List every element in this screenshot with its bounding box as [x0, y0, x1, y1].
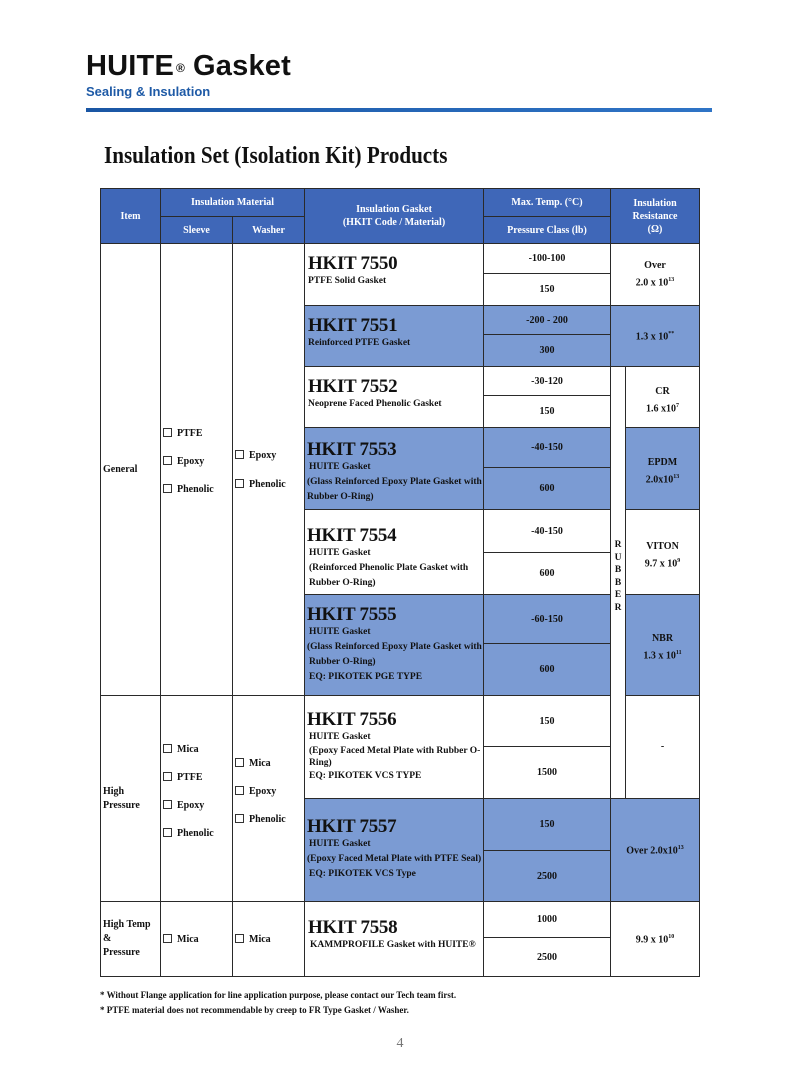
resistance-base: 1.6 x10 [646, 403, 676, 415]
resistance-7551 [610, 305, 700, 367]
checkbox-icon [163, 744, 172, 753]
checkbox-icon [235, 934, 244, 943]
product-desc: (Reinforced Phenolic Plate Gasket with [309, 563, 469, 573]
resistance-epdm [625, 427, 700, 510]
washer-option [235, 450, 276, 461]
resistance-7556: - [625, 695, 700, 799]
page-title: Insulation Set (Isolation Kit) Products [104, 143, 448, 169]
brand-name [86, 50, 291, 82]
sleeve-high-temp [160, 901, 233, 977]
resistance-exp: 13 [677, 845, 684, 852]
sleeve-option [163, 772, 203, 783]
product-desc: PTFE Solid Gasket [308, 276, 387, 286]
product-code: HKIT 7557 [307, 816, 397, 837]
sleeve-option [163, 828, 214, 839]
product-desc: EQ: PIKOTEK PGE TYPE [309, 672, 423, 682]
resistance-7558 [610, 901, 700, 977]
sleeve-label: Mica [177, 744, 199, 755]
rubber-letter: R [614, 540, 622, 550]
checkbox-icon [163, 828, 172, 837]
product-hkit-7557 [304, 798, 484, 902]
sleeve-option [163, 456, 204, 467]
resistance-cr [625, 366, 700, 428]
registered-mark: ® [176, 61, 186, 75]
product-hkit-7555 [304, 594, 484, 696]
rubber-name: CR [655, 386, 670, 397]
resistance-base: 9.9 x 10 [635, 934, 669, 946]
item-high-pressure-line1: High [103, 785, 125, 797]
resistance-exp: 9 [677, 558, 681, 564]
footnotes [100, 988, 456, 1018]
rubber-name: VITON [646, 541, 679, 552]
product-desc: EQ: PIKOTEK VCS TYPE [309, 771, 422, 781]
sleeve-label: Phenolic [177, 828, 214, 839]
footnote: * PTFE material does not recommendable by creep to FR Type Gasket / Washer. [100, 1005, 409, 1015]
sleeve-label: PTFE [177, 428, 203, 439]
rubber-label-cell [610, 366, 626, 799]
product-desc: Rubber O-Ring) [307, 492, 374, 502]
brand-huite: HUITE [86, 50, 174, 82]
resistance-base: 2.0 x 10 [635, 277, 669, 289]
product-hkit-7552 [304, 366, 484, 428]
header-gasket [304, 188, 484, 244]
footnote: * Without Flange application for line application purpose, please contact our Tech team first. [100, 990, 457, 1000]
product-desc: Ring) [309, 758, 332, 768]
temp-7550: -100-100 [483, 243, 611, 274]
washer-option [235, 934, 271, 945]
item-high-temp-pressure [100, 901, 161, 977]
sleeve-label: Epoxy [177, 800, 205, 811]
washer-label: Epoxy [249, 450, 277, 461]
header-resistance [610, 188, 700, 244]
item-high-temp-line1: High Temp & [103, 919, 151, 944]
item-high-pressure [100, 695, 161, 902]
product-hkit-7551 [304, 305, 484, 367]
sleeve-option [163, 934, 199, 945]
product-code: HKIT 7551 [308, 315, 398, 336]
header-insulation-material: Insulation Material [160, 188, 305, 217]
resistance-exp: ** [668, 331, 675, 338]
resistance-value [636, 273, 675, 290]
sleeve-label: Phenolic [177, 484, 214, 495]
product-code: HKIT 7554 [307, 525, 397, 546]
item-general: General [100, 243, 161, 696]
resistance-7550 [610, 243, 700, 306]
sleeve-label: PTFE [177, 772, 203, 783]
product-hkit-7553 [304, 427, 484, 510]
rubber-letter: B [614, 577, 622, 588]
product-desc: Rubber O-Ring) [309, 578, 376, 588]
rubber-letter: U [614, 552, 622, 563]
header-resistance-line3: (Ω) [647, 223, 663, 235]
pressure-7557: 2500 [483, 850, 611, 902]
temp-7555: -60-150 [483, 594, 611, 644]
washer-label: Mica [249, 934, 271, 945]
resistance-exp: 7 [676, 403, 679, 409]
resistance-value [645, 554, 681, 571]
item-high-pressure-line2: Pressure [103, 799, 140, 811]
header-item: Item [100, 188, 161, 244]
sleeve-option [163, 800, 204, 811]
pressure-7553: 600 [483, 467, 611, 510]
resistance-value [646, 399, 679, 416]
header-sleeve: Sleeve [160, 216, 233, 244]
washer-option [235, 786, 276, 797]
rubber-label [612, 539, 624, 614]
product-desc: (Glass Reinforced Epoxy Plate Gasket with [307, 477, 482, 487]
resistance-base: Over 2.0x10 [626, 845, 678, 857]
sleeve-option [163, 428, 203, 439]
resistance-exp: 13 [668, 276, 675, 283]
temp-7557: 150 [483, 798, 611, 851]
product-desc: HUITE Gasket [309, 548, 371, 558]
product-hkit-7556 [304, 695, 484, 799]
checkbox-icon [163, 484, 172, 493]
washer-label: Epoxy [249, 786, 277, 797]
product-code: HKIT 7553 [307, 439, 397, 460]
washer-label: Mica [249, 758, 271, 769]
sleeve-high-pressure [160, 695, 233, 902]
resistance-value [646, 470, 680, 487]
resistance-value [636, 930, 675, 947]
washer-label: Phenolic [249, 479, 286, 490]
rubber-letter: R [614, 602, 622, 613]
product-desc: Neoprene Faced Phenolic Gasket [308, 399, 442, 409]
product-code: HKIT 7552 [308, 376, 398, 397]
temp-7554: -40-150 [483, 509, 611, 553]
sleeve-option [163, 744, 199, 755]
pressure-7552: 150 [483, 395, 611, 428]
rubber-name: EPDM [647, 457, 678, 468]
rubber-letter: E [614, 590, 622, 600]
resistance-base: 9.7 x 10 [644, 558, 678, 570]
header-gasket-line2: (HKIT Code / Material) [342, 217, 446, 228]
temp-7556: 150 [483, 695, 611, 747]
resistance-exp: 11 [675, 650, 682, 656]
product-desc: HUITE Gasket [309, 627, 371, 637]
product-desc: HUITE Gasket [309, 839, 371, 849]
pressure-7556: 1500 [483, 746, 611, 799]
page-number: 4 [396, 1036, 404, 1051]
resistance-value [636, 327, 675, 344]
resistance-exp: 10 [668, 934, 675, 941]
checkbox-icon [163, 934, 172, 943]
resistance-nbr [625, 594, 700, 696]
washer-high-pressure [232, 695, 305, 902]
checkbox-icon [235, 758, 244, 767]
product-desc: (Epoxy Faced Metal Plate with Rubber O- [309, 746, 481, 756]
product-desc: KAMMPROFILE Gasket with HUITE® [310, 940, 476, 950]
resistance-base: 1.3 x 10 [635, 331, 669, 343]
checkbox-icon [163, 800, 172, 809]
product-code: HKIT 7558 [308, 917, 398, 938]
resistance-value [643, 646, 681, 663]
header-gasket-line1: Insulation Gasket [356, 204, 432, 215]
temp-7551: -200 - 200 [483, 305, 611, 335]
washer-general [232, 243, 305, 696]
header-resistance-line2: Resistance [632, 210, 678, 222]
sleeve-option [163, 484, 214, 495]
resistance-over: Over [644, 259, 666, 271]
resistance-base: 2.0x10 [645, 474, 674, 486]
resistance-base: 1.3 x 10 [643, 650, 676, 662]
item-high-temp-line2: Pressure [103, 947, 140, 958]
pressure-7554: 600 [483, 552, 611, 595]
resistance-value [626, 841, 683, 858]
resistance-exp: 13 [673, 474, 680, 480]
product-code: HKIT 7556 [307, 709, 397, 730]
products-table [100, 188, 700, 977]
product-code: HKIT 7550 [308, 253, 398, 274]
brand-tagline: Sealing & Insulation [86, 84, 211, 99]
checkbox-icon [235, 786, 244, 795]
pressure-7551: 300 [483, 334, 611, 367]
checkbox-icon [235, 479, 244, 488]
product-code: HKIT 7555 [307, 604, 397, 625]
header-washer: Washer [232, 216, 305, 244]
pressure-7558: 2500 [483, 937, 611, 977]
resistance-viton [625, 509, 700, 595]
sleeve-general [160, 243, 233, 696]
product-desc: Reinforced PTFE Gasket [308, 338, 411, 348]
product-desc: Rubber O-Ring) [309, 657, 376, 667]
product-hkit-7550 [304, 243, 484, 306]
product-desc: (Epoxy Faced Metal Plate with PTFE Seal) [307, 854, 482, 864]
product-desc: (Glass Reinforced Epoxy Plate Gasket with [307, 642, 482, 652]
washer-option [235, 479, 286, 490]
header-pressure-class: Pressure Class (lb) [483, 216, 611, 244]
pressure-7555: 600 [483, 643, 611, 696]
product-hkit-7558 [304, 901, 484, 977]
header-rule [86, 108, 712, 112]
sleeve-label: Epoxy [177, 456, 205, 467]
brand-gasket: Gasket [193, 50, 291, 82]
checkbox-icon [163, 428, 172, 437]
temp-7553: -40-150 [483, 427, 611, 468]
rubber-letter: B [614, 565, 622, 575]
washer-option [235, 814, 286, 825]
checkbox-icon [163, 456, 172, 465]
washer-option [235, 758, 271, 769]
checkbox-icon [235, 450, 244, 459]
rubber-name: NBR [651, 633, 674, 644]
washer-high-temp [232, 901, 305, 977]
product-desc: HUITE Gasket [309, 462, 371, 472]
checkbox-icon [163, 772, 172, 781]
washer-label: Phenolic [249, 814, 286, 825]
temp-7552: -30-120 [483, 366, 611, 396]
pressure-7550: 150 [483, 273, 611, 306]
header-max-temp: Max. Temp. (°C) [483, 188, 611, 217]
product-desc: EQ: PIKOTEK VCS Type [309, 869, 416, 879]
resistance-7557 [610, 798, 700, 902]
sleeve-label: Mica [177, 934, 199, 945]
brand-logo [86, 50, 291, 99]
product-hkit-7554 [304, 509, 484, 595]
temp-7558: 1000 [483, 901, 611, 938]
product-desc: HUITE Gasket [309, 732, 371, 742]
checkbox-icon [235, 814, 244, 823]
header-resistance-line1: Insulation [633, 197, 677, 209]
